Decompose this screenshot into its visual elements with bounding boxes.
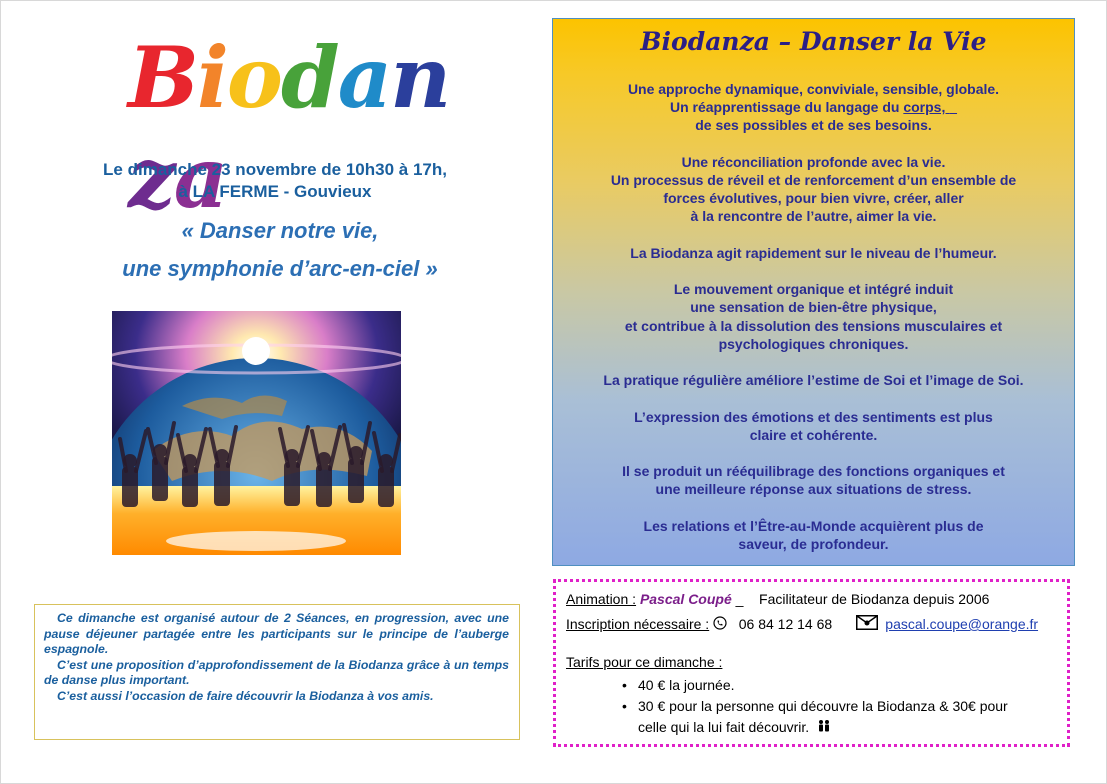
earth-sunrise-people-image <box>112 311 401 555</box>
bullet-icon: • <box>622 676 627 693</box>
logo-letter: d <box>280 28 338 127</box>
animator-tail: _ <box>735 591 744 607</box>
tarif-1: 40 € la journée. <box>638 676 735 693</box>
tarifs-list <box>566 675 1067 739</box>
panel-line: et contribue à la dissolution des tensions musculaires et <box>624 317 1003 334</box>
description-panel <box>552 18 1075 566</box>
panel-paragraph <box>553 517 1074 553</box>
panel-line: Le mouvement organique et intégré induit <box>673 281 954 298</box>
panel-line: Il se produit un rééquilibrage des fonctions organiques et <box>622 463 1005 480</box>
panel-paragraph <box>553 80 1074 135</box>
panel-line: forces évolutives, pour bien vivre, créer, aller <box>663 190 964 207</box>
tarifs-row <box>566 650 1067 675</box>
logo-letter: i <box>197 28 227 127</box>
panel-line: saveur, de profondeur. <box>738 535 889 552</box>
logo-letter: o <box>226 28 281 127</box>
list-item <box>596 675 1067 696</box>
panel-paragraph <box>553 408 1074 444</box>
panel-underlined-word: corps, <box>903 99 950 116</box>
panel-underline-gap <box>949 99 957 115</box>
logo-letter: B <box>128 28 197 127</box>
quote-line-1: « Danser notre vie, <box>181 218 379 243</box>
email-link[interactable]: pascal.coupe@orange.fr <box>885 616 1039 632</box>
quote-line-2: une symphonie d’arc-en-ciel » <box>122 256 438 281</box>
panel-line: psychologiques chroniques. <box>718 335 909 352</box>
note-paragraph: C’est aussi l’occasion de faire découvrir la Biodanza à vos amis. <box>57 688 434 703</box>
tarif-2-line-1: 30 € pour la personne qui découvre la Biodanza & 30€ pour <box>638 697 1008 714</box>
panel-line: Un processus de réveil et de renforcement d’un ensemble de <box>610 172 1017 188</box>
logo-letter: a <box>337 28 391 127</box>
event-date-line: Le dimanche 23 novembre de 10h30 à 17h, <box>103 160 447 179</box>
note-paragraph: Ce dimanche est organisé autour de 2 Séances, en progression, avec une pause déjeuner partagée entre les participants sur le principe de l’auberge espagnole. <box>44 611 509 657</box>
tarif-2-line-2: celle qui la lui fait découvrir. <box>638 718 810 735</box>
contact-box <box>553 579 1070 747</box>
program-note-box <box>34 604 520 740</box>
panel-body <box>553 80 1074 571</box>
panel-line: Les relations et l’Être-au-Monde acquièrent plus de <box>643 517 984 534</box>
envelope-icon <box>856 613 878 638</box>
panel-paragraph <box>553 244 1074 262</box>
inscription-label: Inscription nécessaire : <box>566 616 710 632</box>
panel-line: La Biodanza agit rapidement sur le niveau de l’humeur. <box>630 244 997 261</box>
panel-paragraph <box>553 371 1074 389</box>
panel-paragraph <box>553 280 1074 353</box>
logo-letter: n <box>390 28 450 127</box>
tarifs-label: Tarifs pour ce dimanche : <box>566 653 723 670</box>
panel-title: Biodanza – Danser la Vie <box>640 27 987 56</box>
phone-number[interactable]: 06 84 12 14 68 <box>738 616 833 632</box>
panel-paragraph <box>553 153 1074 226</box>
spacer <box>566 638 1067 650</box>
panel-line: L’expression des émotions et des sentiments est plus <box>634 408 993 425</box>
animation-label: Animation : <box>566 591 637 607</box>
panel-line: une sensation de bien-être physique, <box>690 299 937 316</box>
panel-line: claire et cohérente. <box>749 426 878 443</box>
panel-line: Une approche dynamique, conviviale, sensible, globale. <box>627 81 1000 97</box>
list-item <box>596 696 1067 739</box>
panel-line: à la rencontre de l’autre, aimer la vie. <box>690 208 937 225</box>
panel-line: La pratique régulière améliore l’estime de Soi et l’image de Soi. <box>603 372 1024 389</box>
panel-line: Une réconciliation profonde avec la vie. <box>681 153 946 170</box>
logo-letter: z <box>128 128 174 227</box>
animator-role: Facilitateur de Biodanza depuis 2006 <box>759 591 990 607</box>
note-paragraph: C’est une proposition d’approfondissement de la Biodanza grâce à un temps de danse plus important. <box>44 657 509 688</box>
inscription-row <box>566 612 1067 638</box>
phone-icon <box>713 613 727 638</box>
panel-line: une meilleure réponse aux situations de stress. <box>655 481 972 498</box>
animator-name: Pascal Coupé <box>639 591 732 607</box>
panel-paragraph <box>553 462 1074 498</box>
animation-row <box>566 587 1067 612</box>
two-people-icon <box>817 718 831 739</box>
bullet-icon: • <box>622 697 627 714</box>
logo-letter: a <box>173 128 227 227</box>
event-location-line: à LA FERME - Gouvieux <box>178 182 372 201</box>
panel-line: de ses possibles et de ses besoins. <box>695 117 932 134</box>
panel-line: Un réapprentissage du langage du <box>669 99 904 116</box>
